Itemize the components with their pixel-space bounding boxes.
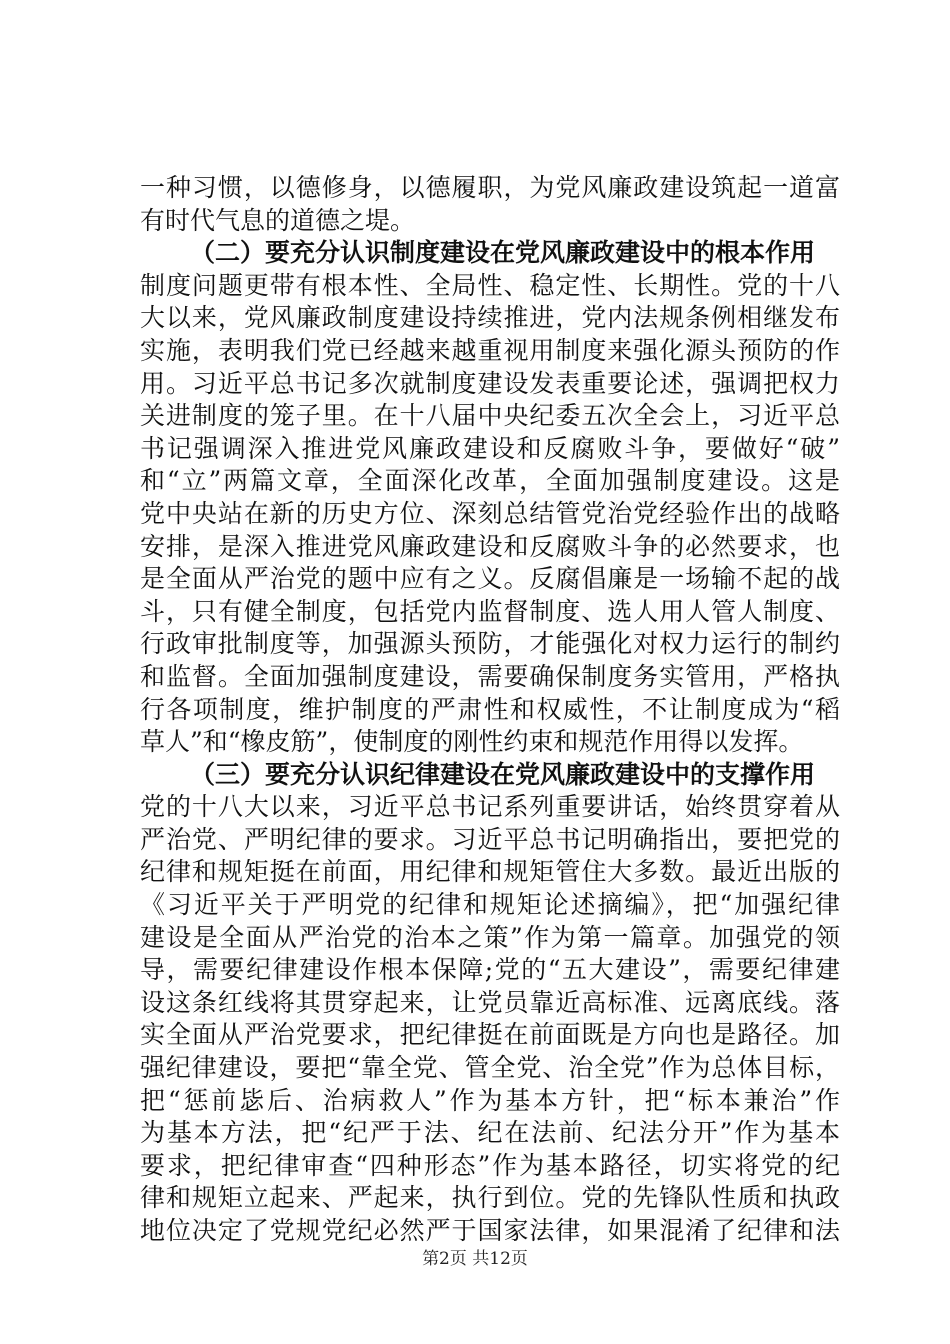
text-line: 行各项制度，维护制度的严肃性和权威性，不让制度成为“稻 xyxy=(140,694,840,724)
text-line: 严治党、严明纪律的要求。习近平总书记明确指出，要把党的 xyxy=(140,824,840,854)
text-line: 纪律和规矩挺在前面，用纪律和规矩管住大多数。最近出版的 xyxy=(140,857,840,887)
text-line: 安排，是深入推进党风廉政建设和反腐败斗争的必然要求，也 xyxy=(140,531,840,561)
text-line: 行政审批制度等，加强源头预防，才能强化对权力运行的制约 xyxy=(140,629,840,659)
text-line: 关进制度的笼子里。在十八届中央纪委五次全会上，习近平总 xyxy=(140,401,840,431)
text-line: 实全面从严治党要求，把纪律挺在前面既是方向也是路径。加 xyxy=(140,1020,840,1050)
section-heading: （三）要充分认识纪律建设在党风廉政建设中的支撑作用 xyxy=(190,759,816,789)
text-line: 地位决定了党规党纪必然严于国家法律，如果混淆了纪律和法 xyxy=(140,1216,840,1245)
text-line: 一种习惯，以德修身，以德履职，为党风廉政建设筑起一道富 xyxy=(140,173,840,202)
text-line: 党中央站在新的历史方位、深刻总结管党治党经验作出的战略 xyxy=(140,498,840,528)
text-line: 为基本方法，把“纪严于法、纪在法前、纪法分开”作为基本 xyxy=(140,1118,840,1148)
page-number-footer: 第2页 共12页 xyxy=(422,1249,528,1269)
text-line: 有时代气息的道德之堤。 xyxy=(140,205,416,235)
text-line: 是全面从严治党的题中应有之义。反腐倡廉是一场输不起的战 xyxy=(140,564,840,594)
document-body xyxy=(140,172,840,1248)
text-line: 大以来，党风廉政制度建设持续推进，党内法规条例相继发布 xyxy=(140,303,840,333)
section-heading: （二）要充分认识制度建设在党风廉政建设中的根本作用 xyxy=(190,238,816,268)
text-line: 把“惩前毖后、治病救人”作为基本方针，把“标本兼治”作 xyxy=(140,1085,840,1115)
text-line: 导，需要纪律建设作根本保障;党的“五大建设”，需要纪律建 xyxy=(140,955,840,985)
text-line: 用。习近平总书记多次就制度建设发表重要论述，强调把权力 xyxy=(140,368,840,398)
text-line: 要求，把纪律审查“四种形态”作为基本路径，切实将党的纪 xyxy=(140,1150,840,1180)
text-line: 和“立”两篇文章，全面深化改革，全面加强制度建设。这是 xyxy=(140,466,840,496)
text-line: 党的十八大以来，习近平总书记系列重要讲话，始终贯穿着从 xyxy=(140,792,840,822)
text-line: 实施，表明我们党已经越来越重视用制度来强化源头预防的作 xyxy=(140,335,840,365)
text-line: 斗，只有健全制度，包括党内监督制度、选人用人管人制度、 xyxy=(140,596,840,626)
text-line: 《习近平关于严明党的纪律和规矩论述摘编》，把“加强纪律 xyxy=(140,890,840,920)
text-line: 和监督。全面加强制度建设，需要确保制度务实管用，严格执 xyxy=(140,661,840,691)
text-line: 制度问题更带有根本性、全局性、稳定性、长期性。党的十八 xyxy=(140,270,840,300)
text-line: 律和规矩立起来、严起来，执行到位。党的先锋队性质和执政 xyxy=(140,1183,840,1213)
text-line: 设这条红线将其贯穿起来，让党员靠近高标准、远离底线。落 xyxy=(140,987,840,1017)
text-line: 建设是全面从严治党的治本之策”作为第一篇章。加强党的领 xyxy=(140,922,840,952)
text-line: 草人”和“橡皮筋”，使制度的刚性约束和规范作用得以发挥。 xyxy=(140,727,804,757)
text-line: 强纪律建设，要把“靠全党、管全党、治全党”作为总体目标， xyxy=(140,1053,840,1083)
text-line: 书记强调深入推进党风廉政建设和反腐败斗争，要做好“破” xyxy=(140,433,840,463)
